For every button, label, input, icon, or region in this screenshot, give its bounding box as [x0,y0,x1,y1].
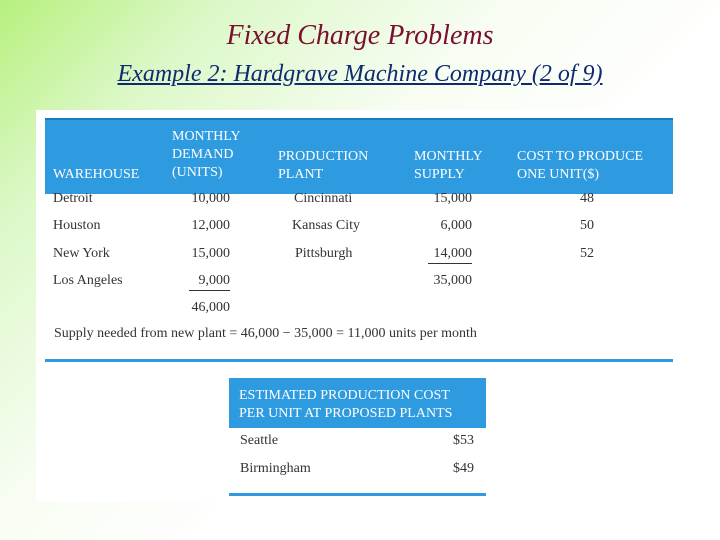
row-warehouse: New York [53,246,110,261]
row-plant: Cincinnati [294,191,353,206]
supply-total: 35,000 [433,273,472,288]
row-cost: 50 [580,218,594,233]
row-warehouse: Detroit [53,191,93,206]
row-cost: 48 [580,191,594,206]
demand-total: 46,000 [191,300,230,315]
row-supply: 14,000 [428,245,472,264]
table-divider [229,493,486,496]
row-plant: Kansas City [292,218,361,233]
plant-cost: $53 [453,433,474,448]
content-panel [36,110,676,502]
header-cost-to-produce: COST TO PRODUCE ONE UNIT($) [517,149,644,182]
table-divider [45,359,673,362]
plant-name: Birmingham [240,461,311,476]
header-estimated-cost: ESTIMATED PRODUCTION COST PER UNIT AT PROPOSED PLANTS [239,388,453,421]
row-demand: 10,000 [191,191,230,206]
plant-cost: $49 [453,461,474,476]
plant-name: Seattle [240,433,279,448]
header-monthly-supply: MONTHLY SUPPLY [414,149,483,182]
main-table-header [45,118,673,194]
row-warehouse: Houston [53,218,101,233]
header-production-plant: PRODUCTION PLANT [278,149,369,182]
row-supply: 6,000 [440,218,472,233]
slide-subtitle: Example 2: Hardgrave Machine Company (2 of 9) [117,61,603,87]
row-demand: 12,000 [191,218,230,233]
row-cost: 52 [580,246,594,261]
row-demand: 9,000 [189,272,230,291]
supply-needed-note: Supply needed from new plant = 46,000 − 35,000 = 11,000 units per month [54,326,477,341]
row-demand: 15,000 [191,246,230,261]
proposed-plants-header [229,381,486,428]
row-supply: 15,000 [433,191,472,206]
proposed-plants-table [229,378,486,498]
header-warehouse: WAREHOUSE [53,167,140,182]
row-warehouse: Los Angeles [53,273,123,288]
slide-title: Fixed Charge Problems [226,20,494,51]
header-monthly-demand: MONTHLY DEMAND (UNITS) [172,129,241,180]
row-plant: Pittsburgh [295,246,353,261]
